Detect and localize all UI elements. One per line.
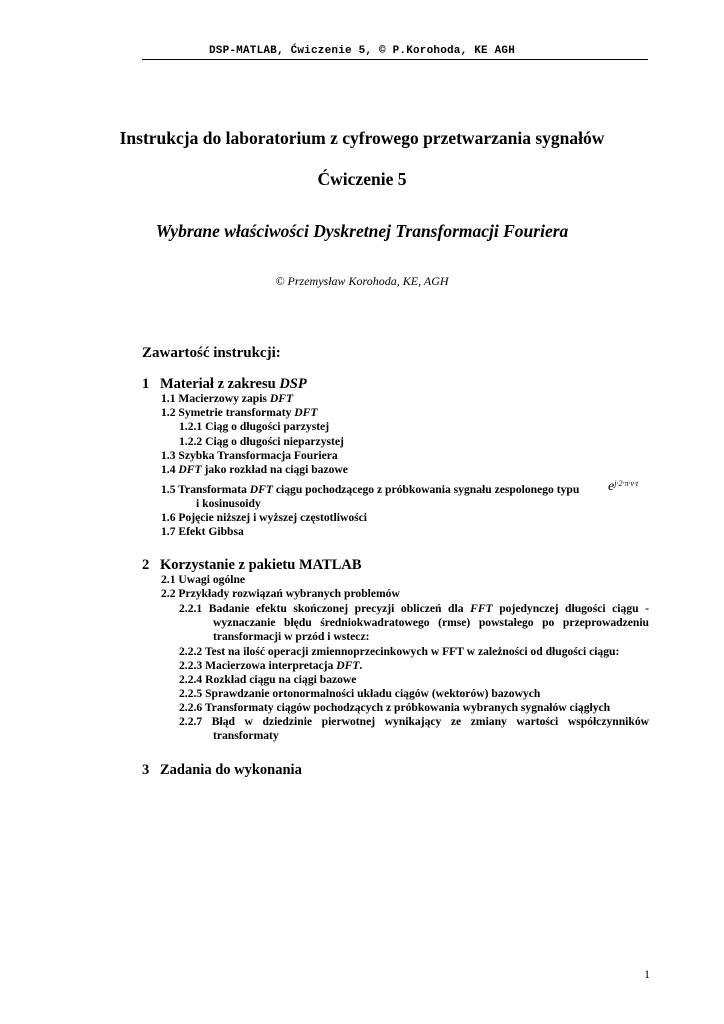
toc-item-1-5-continuation: i kosinusoidy <box>196 497 261 510</box>
running-head: DSP-MATLAB, Ćwiczenie 5, © P.Korohoda, KE AGH <box>208 45 516 57</box>
section-number: 1 <box>142 376 150 392</box>
toc-item-1-2: 1.2 Symetrie transformaty DFT <box>161 406 318 419</box>
document-title: Instrukcja do laboratorium z cyfrowego przetwarzania sygnałów <box>119 128 605 148</box>
toc-item-1-6: 1.6 Pojęcie niższej i wyższej częstotliwości <box>161 511 368 524</box>
toc-section-3 <box>142 762 302 779</box>
toc-item-2-2-2: 2.2.2 Test na ilość operacji zmiennoprzecinkowych w FFT w zależności od długości ciągu: <box>179 645 620 658</box>
toc-item-2-2-7: 2.2.7 Błąd w dziedzinie pierwotnej wynikający ze zmiany wartości współczynników transformaty <box>179 715 649 742</box>
section-number: 3 <box>142 762 150 778</box>
toc-item-1-3: 1.3 Szybka Transformacja Fouriera <box>161 449 338 462</box>
toc-item-1-2-2: 1.2.2 Ciąg o długości nieparzystej <box>179 435 344 448</box>
section-label: Korzystanie z pakietu MATLAB <box>160 557 362 573</box>
header-rule <box>142 59 648 60</box>
toc-item-2-2-3: 2.2.3 Macierzowa interpretacja DFT. <box>179 659 363 672</box>
section-label: Materiał z zakresu <box>160 376 276 392</box>
toc-item-2-2: 2.2 Przykłady rozwiązań wybranych problemów <box>161 587 400 600</box>
toc-item-1-1: 1.1 Macierzowy zapis DFT <box>161 392 294 405</box>
author-line: © Przemysław Korohoda, KE, AGH <box>275 274 449 288</box>
document-subtitle: Wybrane właściwości Dyskretnej Transformacji Fouriera <box>155 221 569 241</box>
section-label: Zadania do wykonania <box>160 762 302 778</box>
section-label-italic: DSP <box>279 376 307 392</box>
toc-item-2-2-1: 2.2.1 Badanie efektu skończonej precyzji obliczeń dla FFT pojedynczej długości ciągu - wyznaczanie błędu średniokwadratowego (rmse) powstałego po przeprowadzeniu transformacji w przód i wstecz: <box>179 602 649 643</box>
toc-item-1-2-1: 1.2.1 Ciąg o długości parzystej <box>179 420 330 433</box>
toc-section-2 <box>142 557 362 574</box>
toc-item-2-2-5: 2.2.5 Sprawdzanie ortonormalności układu ciągów (wektorów) bazowych <box>179 687 541 700</box>
toc-item-2-2-4: 2.2.4 Rozkład ciągu na ciągi bazowe <box>179 673 357 686</box>
toc-item-1-4: 1.4 DFT jako rozkład na ciągi bazowe <box>161 463 348 476</box>
toc-section-1 <box>142 376 307 393</box>
toc-item-1-5: 1.5 Transformata DFT ciągu pochodzącego z próbkowania sygnału zespolonego typu <box>161 483 580 496</box>
toc-item-2-2-6: 2.2.6 Transformaty ciągów pochodzących z próbkowania wybranych sygnałów ciągłych <box>179 701 611 714</box>
page-number: 1 <box>644 967 650 981</box>
section-number: 2 <box>142 557 150 573</box>
toc-heading: Zawartość instrukcji: <box>142 345 281 361</box>
exercise-number: Ćwiczenie 5 <box>317 169 407 189</box>
toc-item-2-1: 2.1 Uwagi ogólne <box>161 573 246 586</box>
toc-item-1-7: 1.7 Efekt Gibbsa <box>161 525 244 538</box>
complex-exponential-expression: $e^{j\cdot 2\cdot\pi\cdot v\cdot t}$ <box>608 479 639 494</box>
